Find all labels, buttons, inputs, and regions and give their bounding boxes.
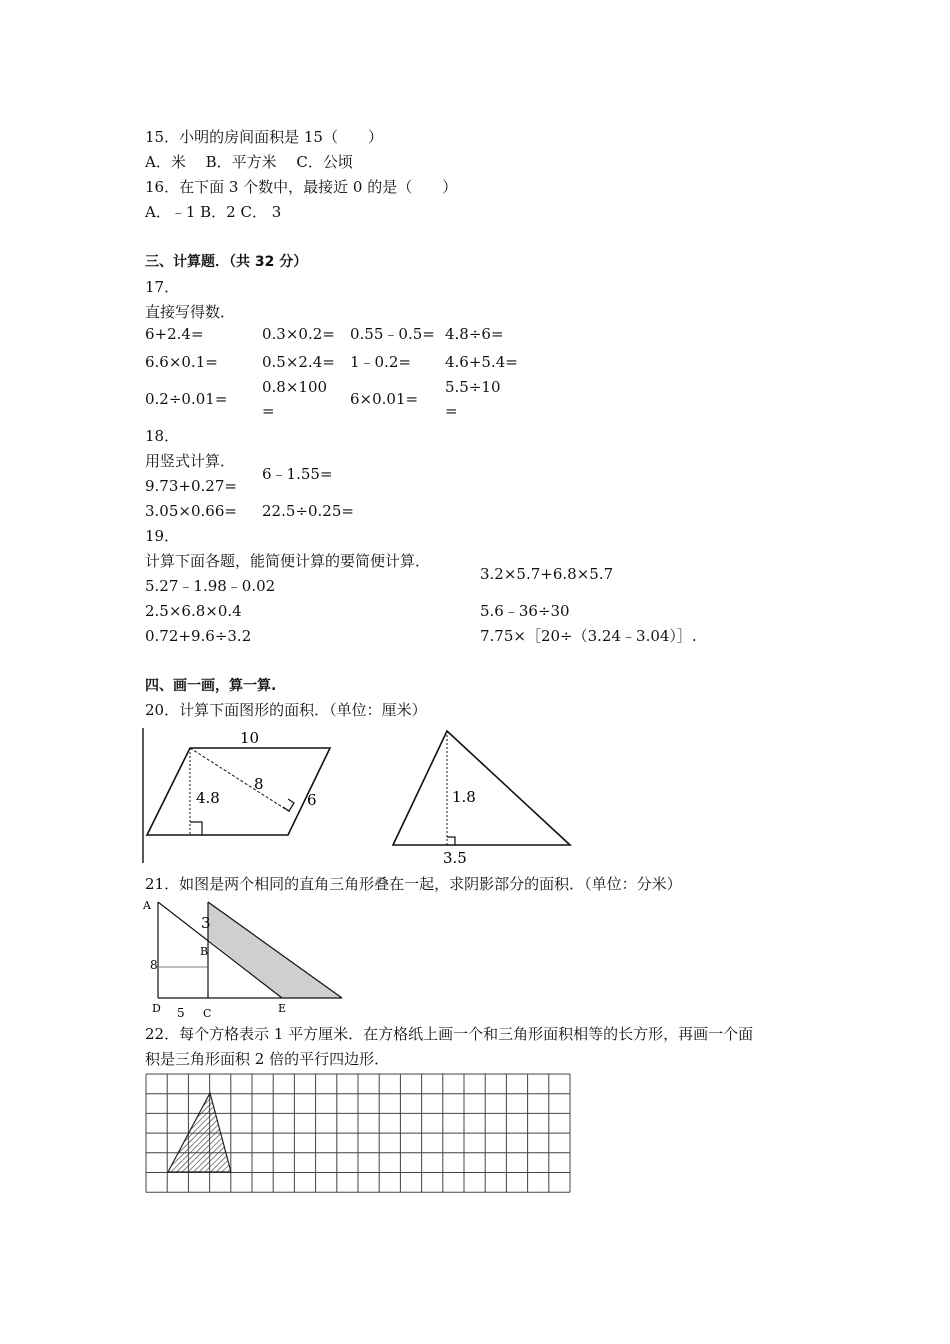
section-4-title: 四、画一画，算一算. xyxy=(145,678,277,694)
figure-label: 10 xyxy=(240,729,260,747)
calc-item: 0.3×0.2= xyxy=(262,325,335,343)
figure-label: 8 xyxy=(254,775,264,793)
calc-item: = xyxy=(262,402,275,420)
question-17-instruction: 直接写得数． xyxy=(145,303,236,321)
figure-label: 4.8 xyxy=(196,789,220,807)
question-18-number: 18． xyxy=(145,427,180,445)
question-16-options: A．﹣1 B．2 C． 3 xyxy=(145,203,282,221)
calc-item: 9.73+0.27= xyxy=(145,477,237,495)
calc-item: 6×0.01= xyxy=(350,390,419,408)
calc-item: 2.5×6.8×0.4 xyxy=(145,602,242,620)
figure-label: B xyxy=(200,945,209,958)
question-15-stem: 15．小明的房间面积是 15（ ） xyxy=(145,128,383,146)
figure-label: 6 xyxy=(307,791,317,809)
figure-label: 3 xyxy=(201,914,211,932)
figure-label: D xyxy=(152,1002,161,1015)
question-19-number: 19． xyxy=(145,527,180,545)
calc-item: 0.72+9.6÷3.2 xyxy=(145,627,252,645)
calc-item: = xyxy=(445,402,458,420)
figure-label: 8 xyxy=(150,958,158,972)
figure-label: 1.8 xyxy=(452,788,476,806)
figure-label: A xyxy=(143,899,151,912)
parallelogram-figure xyxy=(140,725,340,865)
figure-label: C xyxy=(203,1007,212,1020)
figure-label: 3.5 xyxy=(443,849,467,867)
triangle-figure xyxy=(385,725,585,865)
calc-item: 6.6×0.1= xyxy=(145,353,218,371)
calc-item: 6+2.4= xyxy=(145,325,204,343)
calc-item: 0.5×2.4= xyxy=(262,353,335,371)
calc-item: 7.75×［20÷（3.24﹣3.04）］. xyxy=(480,627,697,645)
figure-label: 5 xyxy=(177,1006,185,1020)
calc-item: 6﹣1.55= xyxy=(262,465,333,483)
calc-item: 1﹣0.2= xyxy=(350,353,411,371)
hatched-triangle xyxy=(168,1093,231,1172)
figure-label: E xyxy=(278,1002,287,1015)
calc-item: 3.05×0.66= xyxy=(145,502,237,520)
question-22-stem-line-1: 22．每个方格表示 1 平方厘米．在方格纸上画一个和三角形面积相等的长方形，再画一个面 xyxy=(145,1025,754,1043)
calc-item: 5.5÷10 xyxy=(445,378,501,396)
calc-item: 0.55﹣0.5= xyxy=(350,325,435,343)
question-20-stem: 20．计算下面图形的面积．（单位：厘米） xyxy=(145,701,427,719)
calc-item: 4.6+5.4= xyxy=(445,353,518,371)
section-3-title: 三、计算题．（共 32 分） xyxy=(145,254,308,270)
question-15-options: A．米 B．平方米 C．公顷 xyxy=(145,153,353,171)
calc-item: 0.8×100 xyxy=(262,378,328,396)
question-21-stem: 21．如图是两个相同的直角三角形叠在一起，求阴影部分的面积．（单位：分米） xyxy=(145,875,682,893)
question-19-instruction: 计算下面各题，能简便计算的要简便计算． xyxy=(145,552,431,570)
question-17-number: 17． xyxy=(145,278,180,296)
question-22-stem-line-2: 积是三角形面积 2 倍的平行四边形． xyxy=(145,1050,390,1068)
calc-item: 5.6﹣36÷30 xyxy=(480,602,570,620)
question-16-stem: 16．在下面 3 个数中，最接近 0 的是（ ） xyxy=(145,178,458,196)
question-18-instruction: 用竖式计算． xyxy=(145,452,236,470)
grid-paper[interactable] xyxy=(145,1073,573,1195)
calc-item: 4.8÷6= xyxy=(445,325,504,343)
calc-item: 0.2÷0.01= xyxy=(145,390,228,408)
calc-item: 5.27﹣1.98﹣0.02 xyxy=(145,577,276,595)
calc-item: 22.5÷0.25= xyxy=(262,502,354,520)
overlapping-triangles-figure xyxy=(140,895,350,1025)
calc-item: 3.2×5.7+6.8×5.7 xyxy=(480,565,614,583)
